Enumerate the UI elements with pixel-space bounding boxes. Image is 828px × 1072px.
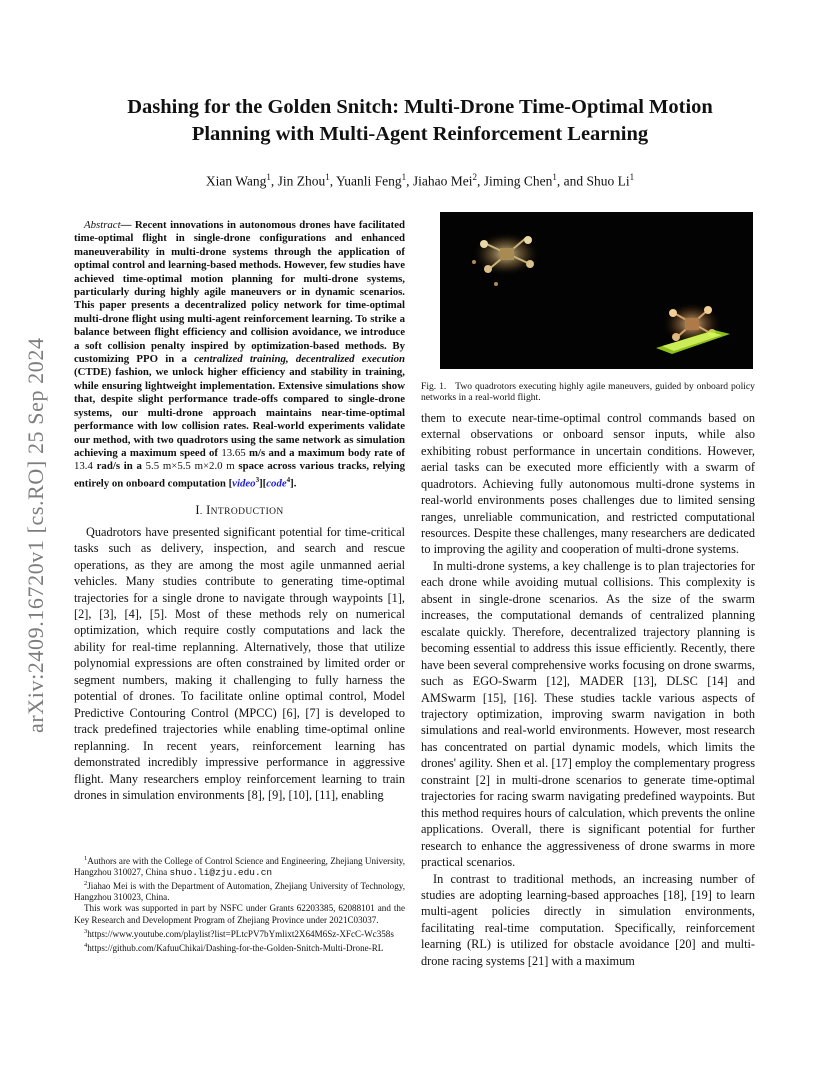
video-link[interactable]: video bbox=[232, 477, 256, 490]
footnote-2 bbox=[74, 878, 405, 903]
author-name: Yuanli Feng bbox=[336, 173, 402, 189]
author-affiliation-mark: 2 bbox=[472, 172, 477, 182]
drone-photo-illustration bbox=[440, 212, 753, 369]
author-affiliation-mark: 1 bbox=[266, 172, 271, 182]
footnote-text: Authors are with the College of Control Science and Engineering, Zhejiang University, Hangzhou 310027, China bbox=[74, 856, 405, 878]
code-link[interactable]: code bbox=[266, 477, 287, 490]
abstract-text: ]. bbox=[290, 477, 297, 490]
right-column-text bbox=[421, 410, 755, 969]
caption-label: Fig. 1. bbox=[421, 381, 447, 392]
author-list: Xian Wang$^1$, Jin Zhou$^1$, Yuanli Feng$^1$, Jiahao Mei$^2$, Jiming Chen$^1$, and Shuo Li$^1$ bbox=[205, 172, 635, 189]
footnote-mark: 2 bbox=[84, 880, 88, 888]
abstract-text: m/s and a maximum body rate of bbox=[245, 446, 406, 459]
author-affiliation-mark: 1 bbox=[552, 172, 557, 182]
section-heading-introduction: I. INTRODUCTION bbox=[195, 502, 284, 517]
footnote-1 bbox=[74, 853, 405, 878]
footnote-mark: 1 bbox=[84, 855, 88, 862]
abstract-text: space across various tracks, relying entirely on onboard computation [ bbox=[74, 460, 405, 490]
author-affiliation-mark: 1 bbox=[401, 172, 407, 182]
author-name: Jiahao Mei bbox=[412, 173, 473, 189]
author-name: Xian Wang bbox=[205, 173, 267, 189]
author-name: Jiming Chen bbox=[483, 173, 553, 189]
abstract-text: ][ bbox=[259, 477, 267, 490]
footnote-mark: 3 bbox=[84, 927, 88, 935]
paper-title bbox=[70, 94, 770, 148]
author-name: Shuo Li bbox=[586, 173, 630, 189]
abstract-dash: — bbox=[120, 219, 135, 231]
footnote-4 bbox=[74, 940, 405, 954]
code-footnote-mark: 4 bbox=[286, 475, 291, 484]
right-column bbox=[421, 212, 755, 969]
footnote-funding: This work was supported in part by NSFC under Grants 62203385, 62088101 and the Key Research and Development Program of Zhejiang Province under 2021C03037. bbox=[74, 903, 405, 925]
title-line-1: Dashing for the Golden Snitch: Multi-Drone Time-Optimal Motion bbox=[127, 96, 713, 118]
footnote-text: Jiahao Mei is with the Department of Automation, Zhejiang University of Technology, Hangzhou 310023, China. bbox=[74, 881, 405, 903]
abstract-speed: 13.65 bbox=[221, 446, 246, 459]
author-email[interactable]: shuo.li@zju.edu.cn bbox=[169, 867, 273, 879]
title-line-2: Planning with Multi-Agent Reinforcement Learning bbox=[191, 123, 649, 145]
abstract-text: (CTDE) fashion, we unlock higher efficiency and stability in training, while ensuring lightweight implementation. Extensive simulations show that, despite slight performance trade-offs compared to single-drone systems, our multi-drone approach maintains near-time-optimal performance with low collision rates. Real-world experiments validate our method, with two quadrotors using the same network as simulation achieving a maximum speed of bbox=[74, 366, 405, 459]
multi-drone-paragraph: In multi-drone systems, a key challenge is to plan trajectories for each drone while avoiding mutual collisions. This complexity is absent in single-drone scenarios. As the size of the swarm increases, the computational demands of centralized planning escalate quickly. Therefore, decentralized trajectory planning is becoming essential to address this issue efficiently. Recently, there have been several comprehensive works focusing on drone swarms, such as EGO-Swarm [12], MADER [13], DLSC [14] and AMSwarm [15], [16]. These studies tackle various aspects of trajectory optimization, improving swarm navigation in both simulations and real-world environments. However, most research has concentrated on partial dynamic models, which limits the drones' agility. Shen et al. [17] employ the complementary progress constraint [2] in multi-drone scenarios to generate time-optimal trajectories for racing swarm navigating predefined waypoints. But this method requires hours of calculation, which prevents the online applications. Overall, there is significant potential for further research to enhance the aggressiveness of drone swarms in more practical scenarios. bbox=[421, 558, 755, 870]
abstract-text: rad/s in a bbox=[92, 460, 146, 473]
left-column bbox=[74, 219, 405, 803]
author-name: Jin Zhou bbox=[277, 173, 326, 189]
figure-drone-photo bbox=[440, 212, 753, 369]
learning-paragraph: In contrast to traditional methods, an increasing number of studies are adopting learning-based approaches [18], [19] to learn multi-agent policies directly in simulation environments, facilitating real-time computation. Specifically, reinforcement learning (RL) is utilized for obstacle avoidance [20] and multi-drone racing systems [21] with a maximum bbox=[421, 871, 755, 968]
abstract-label: Abstract bbox=[84, 219, 121, 231]
video-url[interactable]: https://www.youtube.com/playlist?list=PLtcPV7bYmlixt2X64M6Sz-XFcC-Wc358s bbox=[87, 928, 394, 939]
continued-paragraph: them to execute near-time-optimal control commands based on external observations or onboard sensor inputs, while also exhibiting robust performance in uncertain conditions. However, aerial tasks can be executed more efficiently with a swarm of quadrotors. Achieving fully autonomous multi-drone systems in real-world environments poses challenges due to limited sensing ranges, unreliable communication, and restricted computational resources. Despite these challenges, many researchers are dedicated to improving the agility and cooperation of multi-drone systems. bbox=[421, 410, 755, 557]
figure-caption bbox=[421, 381, 755, 404]
abstract-text: Recent innovations in autonomous drones have facilitated time-optimal flight in single-drone configurations and enhanced maneuverability in multi-drone systems through the application of optimal control and learning-based methods. However, few studies have achieved time-optimal motion planning for multi-drone systems, particularly during highly agile maneuvers or in dynamic scenarios. This paper presents a decentralized policy network for time-optimal multi-drone flight using multi-agent reinforcement learning. To strike a balance between flight efficiency and collision avoidance, we introduce a soft collision penalty inspired by optimization-based methods. By customizing PPO in a bbox=[74, 219, 405, 366]
abstract-rate: 13.4 bbox=[74, 460, 93, 473]
footnotes bbox=[74, 853, 405, 954]
caption-text: Two quadrotors executing highly agile maneuvers, guided by onboard policy networks in a real-world flight. bbox=[421, 381, 755, 404]
author-affiliation-mark: 1 bbox=[325, 172, 330, 182]
video-footnote-mark: 3 bbox=[255, 475, 260, 484]
abstract bbox=[74, 219, 405, 491]
intro-paragraph: Quadrotors have presented significant potential for time-critical tasks such as delivery, inspection, and search and rescue operations, as they are among the most agile unmanned aerial vehicles. Many studies contribute to generating time-optimal trajectories for a single drone to navigate through waypoints [1], [2], [3], [4], [5]. Most of these methods rely on numerical optimization, which require costly computations and lack the ability for real-time replanning. Alternatively, those that utilize polynomial expressions are often constrained by limited order or segment numbers, making it challenging to fully harness the potential of drones. To facilitate online optimal control, Model Predictive Contouring Control (MPCC) [6], [7] is developed to track predefined trajectories while enabling time-optimal online replanning. In recent years, reinforcement learning has demonstrated incredibly impressive performance in aggressive flight. Many researchers employ reinforcement learning to train drones in simulation environments [8], [9], [10], [11], enabling bbox=[74, 524, 405, 802]
code-url[interactable]: https://github.com/KafuuChikai/Dashing-for-the-Golden-Snitch-Multi-Drone-RL bbox=[87, 942, 384, 953]
abstract-space: 5.5 m×5.5 m×2.0 m bbox=[145, 460, 235, 473]
footnote-mark: 4 bbox=[84, 941, 88, 949]
footnote-3 bbox=[74, 926, 405, 940]
abstract-italic: centralized training, decentralized execution bbox=[194, 353, 405, 366]
author-affiliation-mark: 1 bbox=[629, 172, 635, 182]
arxiv-identifier: arXiv:2409.16720v1 [cs.RO] 25 Sep 2024 bbox=[23, 337, 48, 733]
